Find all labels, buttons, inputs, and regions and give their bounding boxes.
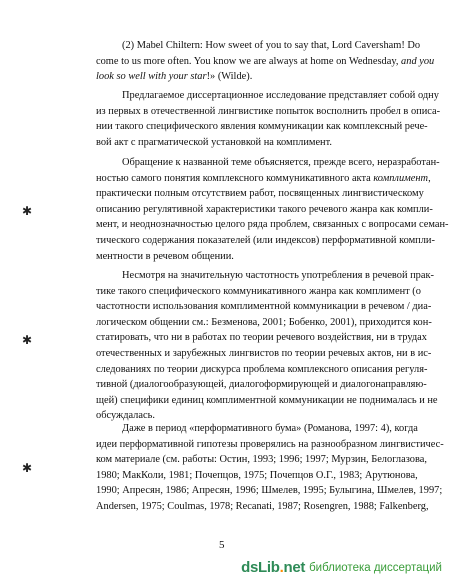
text-segment: нии такого специфического явления коммуникации как комплексный рече- bbox=[96, 121, 428, 133]
margin-mark-icon: ✱ bbox=[22, 333, 33, 347]
watermark[interactable] bbox=[241, 559, 442, 576]
text-segment: ком материале (см. работы: Остин, 1993; 1996; 1997; Мурзин, Белоглазова, bbox=[96, 454, 427, 466]
text-line bbox=[96, 437, 444, 453]
text-line bbox=[96, 284, 421, 300]
text-segment: Несмотря на значительную частотность употребления в речевой прак- bbox=[122, 270, 434, 281]
text-line bbox=[96, 155, 440, 171]
margin-mark-icon: ✱ bbox=[22, 461, 33, 475]
text-line bbox=[96, 452, 427, 468]
text-segment: практически полным отсутствием работ, посвященных лингвистическому bbox=[96, 188, 424, 200]
text-segment: обсуждалась. bbox=[96, 410, 155, 422]
text-segment: , bbox=[428, 172, 431, 184]
text-line bbox=[96, 377, 427, 393]
text-line bbox=[96, 104, 441, 120]
text-line bbox=[96, 315, 432, 331]
margin-mark-icon: ✱ bbox=[22, 204, 33, 218]
italic-text: and you bbox=[401, 55, 435, 67]
text-line bbox=[96, 393, 438, 409]
text-line bbox=[96, 362, 428, 378]
text-line bbox=[96, 186, 424, 202]
text-line bbox=[96, 88, 439, 104]
italic-text: look so well with your star bbox=[96, 71, 207, 83]
paragraph-intro bbox=[96, 88, 441, 150]
text-segment: !» (Wilde). bbox=[206, 71, 253, 83]
text-segment: частотности использования комплиментной коммуникации в речевом / диа- bbox=[96, 301, 432, 313]
text-line bbox=[96, 483, 443, 499]
text-line bbox=[96, 171, 431, 187]
text-segment: ностью самого понятия комплексного коммуникативного акта bbox=[96, 172, 374, 184]
text-line bbox=[96, 233, 435, 249]
text-line bbox=[96, 69, 410, 85]
paragraph-topic bbox=[96, 155, 449, 264]
text-line bbox=[96, 499, 429, 515]
text-segment: тивной (диалогообразующей, диалогоформирующей и диалогонаправляю- bbox=[96, 379, 427, 391]
text-segment: тике такого специфического коммуникативного жанра как комплимент (о bbox=[96, 285, 421, 297]
text-segment: следованиях по теории дискурса проблема комплексного описания регуля- bbox=[96, 363, 428, 375]
text-segment: статировать, что ни в работах по теории речевого воздействия, ни в трудах bbox=[96, 332, 427, 344]
text-line bbox=[96, 217, 449, 233]
text-line bbox=[96, 421, 418, 437]
paragraph-frequency bbox=[96, 268, 438, 424]
text-line bbox=[96, 268, 434, 284]
text-line bbox=[96, 330, 427, 346]
text-segment: ментности в речевом общении. bbox=[96, 250, 234, 262]
text-segment: из первых в отечественной лингвистике попыток восполнить пробел в описа- bbox=[96, 105, 441, 117]
text-segment: отечественных и зарубежных лингвистов по теории речевых актов, ни в ис- bbox=[96, 347, 432, 359]
text-segment: Обращение к названной теме объясняется, прежде всего, неразработан- bbox=[122, 157, 440, 168]
text-line bbox=[96, 135, 410, 151]
text-segment: Andersen, 1975; Coulmas, 1978; Recanati, 1987; Rosengren, 1988; Falkenberg, bbox=[96, 500, 429, 512]
page-number: 5 bbox=[219, 539, 225, 551]
text-line bbox=[96, 346, 432, 362]
watermark-logo: dsLib.net bbox=[241, 559, 306, 576]
text-segment: 1990; Апресян, 1986; Апресян, 1996; Шмелев, 1995; Булыгина, Шмелев, 1997; bbox=[96, 485, 443, 497]
text-segment: тического содержания показателей (или индексов) перформативной компли- bbox=[96, 234, 435, 246]
text-segment: (2) Mabel Chiltern: How sweet of you to say that, Lord Caversham! Do bbox=[122, 40, 421, 51]
text-line bbox=[96, 119, 428, 135]
text-segment: вой акт с прагматической установкой на комплимент. bbox=[96, 136, 332, 148]
text-segment: логическом общении см.: Безменова, 2001; Бобенко, 2001), приходится кон- bbox=[96, 316, 432, 328]
paragraph-performative bbox=[96, 421, 444, 515]
text-line bbox=[96, 249, 410, 265]
paragraph-quote bbox=[96, 38, 435, 85]
text-segment: идеи перформативной гипотезы проверялись на разнообразном лингвистичес- bbox=[96, 438, 444, 450]
text-line bbox=[96, 299, 432, 315]
watermark-caption: библиотека диссертаций bbox=[309, 561, 442, 574]
text-line bbox=[96, 54, 435, 70]
text-line bbox=[96, 202, 433, 218]
text-segment: 1980; МакКоли, 1981; Почепцов, 1975; Почепцов О.Г., 1983; Арутюнова, bbox=[96, 469, 418, 481]
text-line bbox=[96, 468, 418, 484]
text-segment: Даже в период «перформативного бума» (Романова, 1997: 4), когда bbox=[122, 423, 418, 434]
text-segment: мент, и неоднозначностью целого ряда проблем, связанных с вопросами семан- bbox=[96, 219, 449, 231]
text-line bbox=[96, 38, 421, 54]
text-segment: Предлагаемое диссертационное исследование представляет собой одну bbox=[122, 90, 439, 101]
text-segment: щей) специфики единиц комплиментной коммуникации не поднималась и не bbox=[96, 394, 438, 406]
text-segment: come to us more often. You know we are always at home on Wednesday, bbox=[96, 55, 402, 67]
italic-text: комплимент bbox=[373, 172, 429, 184]
text-segment: описанию регулятивной характеристики такого речевого жанра как компли- bbox=[96, 203, 433, 215]
